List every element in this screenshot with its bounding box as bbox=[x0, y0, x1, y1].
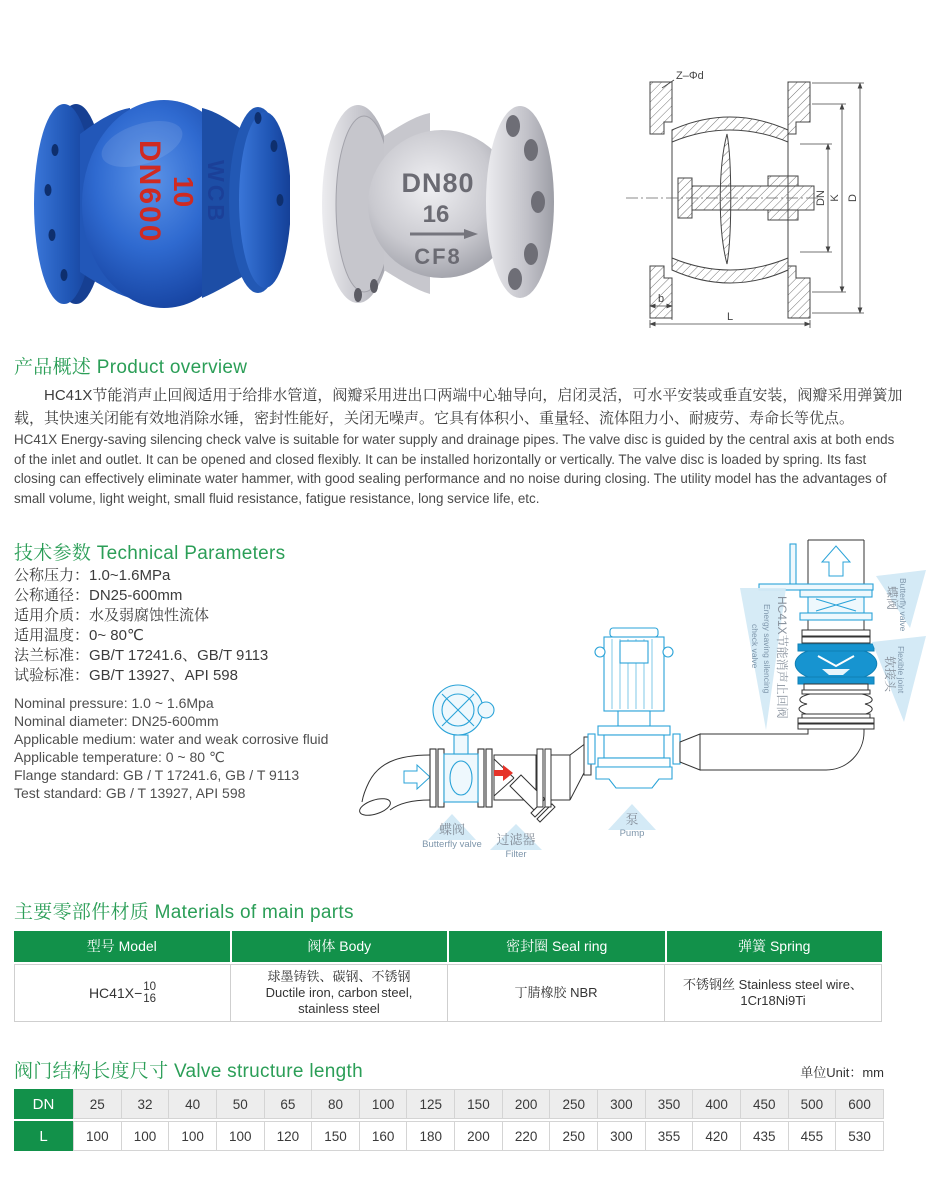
strainer-icon bbox=[494, 737, 591, 822]
silver-valve-mark-dn80: DN80 bbox=[401, 168, 475, 198]
label-pump-en: Pump bbox=[619, 828, 645, 839]
materials-table bbox=[14, 931, 882, 1022]
dn-cell: 400 bbox=[693, 1089, 741, 1119]
l-row-label: L bbox=[14, 1121, 73, 1151]
silver-valve-mark-cf8: CF8 bbox=[414, 244, 462, 269]
tech-param-cn: 适用温度：0~ 80℃ bbox=[14, 627, 144, 644]
dn-cell: 50 bbox=[217, 1089, 265, 1119]
col-header-body: 阀体 Body bbox=[232, 931, 448, 962]
dn-cell: 450 bbox=[741, 1089, 789, 1119]
blue-valve-mark-dn600: DN600 bbox=[133, 140, 166, 244]
dn-cell: 250 bbox=[550, 1089, 598, 1119]
tech-param-en: Applicable temperature: 0 ~ 80 ℃ bbox=[14, 749, 225, 765]
cell-model bbox=[14, 964, 231, 1022]
dn-cell: 32 bbox=[122, 1089, 170, 1119]
dn-cell: 150 bbox=[455, 1089, 503, 1119]
label-filter-en: Filter bbox=[505, 849, 527, 860]
tech-params-cn bbox=[14, 566, 268, 686]
blue-valve-mark-wcb: WCB bbox=[203, 160, 229, 224]
model-prefix: HC41X− bbox=[88, 985, 143, 1001]
dn-cell: 80 bbox=[312, 1089, 360, 1119]
blue-valve-photo bbox=[22, 80, 290, 328]
model-bottom: 16 bbox=[143, 993, 157, 1005]
l-cell: 100 bbox=[217, 1121, 265, 1151]
dn-cell: 300 bbox=[598, 1089, 646, 1119]
dim-label-k: K bbox=[829, 194, 841, 202]
dim-label-dn: DN bbox=[815, 190, 827, 206]
length-heading: 阀门结构长度尺寸 Valve structure length bbox=[14, 1061, 363, 1082]
materials-table-row bbox=[14, 964, 882, 1022]
tech-param-cn: 法兰标准：GB/T 17241.6、GB/T 9113 bbox=[14, 647, 269, 664]
dn-cell: 125 bbox=[407, 1089, 455, 1119]
l-cell: 100 bbox=[169, 1121, 217, 1151]
label-butterfly-left-en: Butterfly valve bbox=[422, 839, 482, 850]
l-cell: 220 bbox=[503, 1121, 551, 1151]
l-cell: 435 bbox=[741, 1121, 789, 1151]
l-cell: 150 bbox=[312, 1121, 360, 1151]
overview-paragraph-cn: HC41X节能消声止回阀适用于给排水管道，阀瓣采用进出口两端中心轴导向，启闭灵活，可水平安装或垂直安装，阀瓣采用弹簧加载，其快速关闭能有效地消除水锤，密封性能好，关闭无噪声。它具有体积小、重量轻、流体阻力小、耐疲劳、寿命长等优点。 bbox=[14, 387, 903, 427]
dim-label-zphid: Z–Φd bbox=[676, 70, 704, 82]
dn-row bbox=[14, 1089, 884, 1119]
col-header-seal-ring: 密封圈 Seal ring bbox=[449, 931, 665, 962]
label-flexible-joint-en: Flexible joint bbox=[896, 646, 906, 694]
silver-valve-mark-16: 16 bbox=[422, 201, 450, 228]
col-header-model: 型号 Model bbox=[14, 931, 230, 962]
blue-valve-mark-10: 10 bbox=[168, 176, 199, 208]
tech-param-en: Nominal pressure: 1.0 ~ 1.6Mpa bbox=[14, 695, 214, 711]
installation-diagram bbox=[338, 538, 930, 873]
l-cell: 300 bbox=[598, 1121, 646, 1151]
cell-body-material bbox=[231, 964, 448, 1022]
length-table bbox=[14, 1089, 884, 1151]
dn-cell: 100 bbox=[360, 1089, 408, 1119]
l-cell: 100 bbox=[73, 1121, 122, 1151]
l-cell: 355 bbox=[646, 1121, 694, 1151]
tech-params-en bbox=[14, 694, 328, 802]
label-check-valve-cn: HC41X节能消声止回阀 bbox=[775, 596, 789, 719]
dn-cell: 25 bbox=[73, 1089, 122, 1119]
l-cell: 455 bbox=[789, 1121, 837, 1151]
dim-label-b: b bbox=[657, 293, 665, 305]
l-row bbox=[14, 1121, 884, 1151]
flexible-joint-icon bbox=[798, 684, 874, 729]
l-cell: 100 bbox=[122, 1121, 170, 1151]
l-cell: 250 bbox=[550, 1121, 598, 1151]
l-cell: 200 bbox=[455, 1121, 503, 1151]
body-material-cn: 球墨铸铁、碳钢、不锈钢 bbox=[267, 969, 411, 984]
model-top: 10 bbox=[143, 981, 157, 993]
l-cell: 180 bbox=[407, 1121, 455, 1151]
dn-row-label: DN bbox=[14, 1089, 73, 1119]
spring-material-1: 不锈钢丝 Stainless steel wire、 bbox=[683, 977, 863, 992]
cell-spring-material bbox=[665, 964, 882, 1022]
dim-label-l: L bbox=[726, 311, 734, 323]
silver-valve-photo bbox=[312, 94, 568, 322]
seal-material: 丁腈橡胶 NBR bbox=[514, 985, 598, 1000]
flow-arrow-icon bbox=[404, 765, 430, 789]
tech-param-en: Nominal diameter: DN25-600mm bbox=[14, 713, 219, 729]
l-cell: 120 bbox=[265, 1121, 313, 1151]
body-material-en1: Ductile iron, carbon steel, bbox=[265, 985, 413, 1000]
l-cell: 420 bbox=[693, 1121, 741, 1151]
tech-param-en: Applicable medium: water and weak corrosive fluid bbox=[14, 731, 329, 747]
dn-cell: 65 bbox=[265, 1089, 313, 1119]
tech-param-cn: 公称压力：1.0~1.6MPa bbox=[14, 567, 171, 584]
tech-param-cn: 适用介质：水及弱腐蚀性流体 bbox=[14, 607, 210, 624]
label-filter-cn: 过滤器 bbox=[496, 832, 536, 847]
label-butterfly-top-cn: 蝶阀 bbox=[885, 586, 899, 611]
label-check-valve-en2: check valve bbox=[750, 624, 760, 669]
flow-arrow-up-icon bbox=[822, 546, 850, 576]
unit-label: 单位Unit：mm bbox=[800, 1065, 884, 1080]
dn-cell: 350 bbox=[646, 1089, 694, 1119]
label-pump-cn: 泵 bbox=[625, 812, 639, 827]
label-check-valve-en1: Energy saving silencing bbox=[762, 604, 772, 694]
dn-cell: 500 bbox=[789, 1089, 837, 1119]
valve-section-drawing bbox=[618, 66, 920, 334]
materials-table-header bbox=[14, 931, 882, 962]
body-material-en2: stainless steel bbox=[298, 1001, 380, 1016]
pump-icon bbox=[588, 628, 680, 788]
tech-param-en: Test standard: GB / T 13927, API 598 bbox=[14, 785, 246, 801]
dn-cell: 200 bbox=[503, 1089, 551, 1119]
l-cell: 530 bbox=[836, 1121, 884, 1151]
butterfly-valve-left-icon bbox=[430, 685, 494, 807]
label-butterfly-left-cn: 蝶阀 bbox=[438, 822, 466, 837]
l-cell: 160 bbox=[360, 1121, 408, 1151]
dim-label-d: D bbox=[847, 194, 859, 202]
dn-cell: 40 bbox=[169, 1089, 217, 1119]
tech-param-cn: 公称通径：DN25-600mm bbox=[14, 587, 183, 604]
tech-param-cn: 试验标准：GB/T 13927、API 598 bbox=[14, 667, 238, 684]
materials-heading: 主要零部件材质 Materials of main parts bbox=[14, 902, 354, 923]
tech-param-en: Flange standard: GB / T 17241.6, GB / T 9113 bbox=[14, 767, 300, 783]
overview-paragraph-en: HC41X Energy-saving silencing check valve is suitable for water supply and drainage pipes. The valve disc is guided by the central axis at both ends of the inlet and outlet. It can be opened and closed flexibly. It can be installed horizontally or vertically. The valve disc is loaded by spring. Its fast closing can effectively eliminate water hammer, with good sealing performance and no noise during closing. The utility model has the advantages of small volume, light weight, small fluid resistance, fatigue resistance, long service life, etc. bbox=[14, 432, 895, 506]
label-flexible-joint-cn: 软接头 bbox=[883, 656, 897, 693]
spring-material-2: 1Cr18Ni9Ti bbox=[740, 993, 806, 1008]
dn-cell: 600 bbox=[836, 1089, 884, 1119]
label-butterfly-top-en: Butterfly valve bbox=[898, 578, 908, 632]
cell-seal-material bbox=[448, 964, 665, 1022]
overview-heading: 产品概述 Product overview bbox=[14, 357, 248, 378]
check-valve-icon bbox=[795, 644, 877, 684]
col-header-spring: 弹簧 Spring bbox=[667, 931, 883, 962]
tech-heading: 技术参数 Technical Parameters bbox=[14, 543, 286, 564]
